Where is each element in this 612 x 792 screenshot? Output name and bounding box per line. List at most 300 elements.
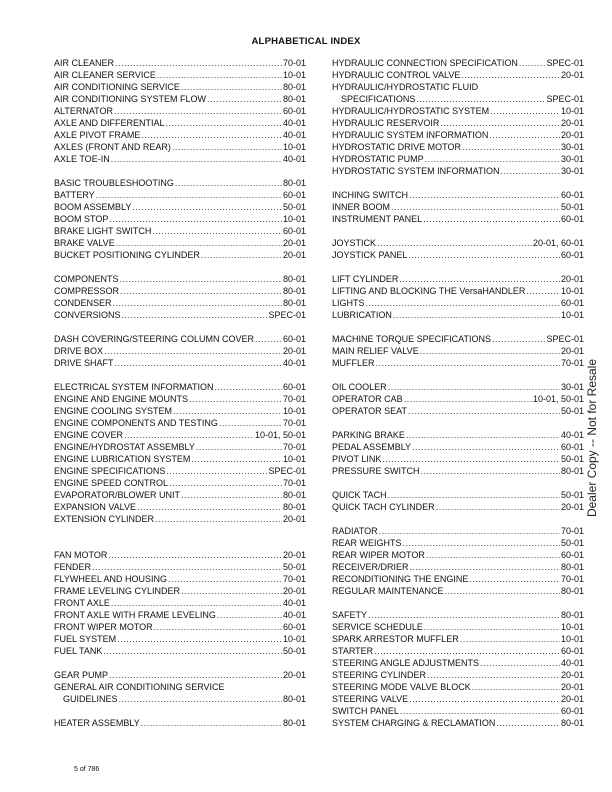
index-entry-page: 20-01 xyxy=(560,274,584,284)
index-entry-label: EVAPORATOR/BLOWER UNIT xyxy=(54,490,181,500)
index-entry-label: FENDER xyxy=(54,562,92,572)
dot-leader xyxy=(410,561,560,573)
index-entry-page: 30-01 xyxy=(560,154,584,164)
index-entry-label: OPERATOR CAB xyxy=(332,394,403,404)
index-entry-label: CONVERSIONS xyxy=(54,310,121,320)
index-entry-label: INSTRUMENT PANEL xyxy=(332,214,423,224)
index-entry-page: 50-01 xyxy=(560,406,584,416)
index-entry xyxy=(54,393,306,405)
dot-leader xyxy=(408,249,560,261)
dot-leader xyxy=(96,189,282,201)
index-entry xyxy=(54,453,306,465)
index-entry-page: 20-01 xyxy=(560,682,584,692)
index-entry-label: AIR CONDITIONING SERVICE xyxy=(54,82,180,92)
index-entry-page: 60-01 xyxy=(560,550,584,560)
dot-leader xyxy=(424,621,560,633)
index-entry-page: 70-01 xyxy=(282,442,306,452)
index-entry-page: 30-01 xyxy=(560,142,584,152)
index-entry-page: 10-01 xyxy=(282,70,306,80)
index-entry-page: 80-01 xyxy=(282,82,306,92)
dot-leader xyxy=(460,633,560,645)
dot-leader xyxy=(426,549,560,561)
index-entry xyxy=(54,561,306,573)
index-entry-label: ENGINE AND ENGINE MOUNTS xyxy=(54,394,189,404)
index-entry-page: 70-01 xyxy=(282,418,306,428)
dot-leader xyxy=(155,513,282,525)
dot-leader xyxy=(472,681,560,693)
index-entry xyxy=(54,105,306,117)
index-entry-page: 40-01 xyxy=(282,130,306,140)
index-entry-label: AXLES (FRONT AND REAR) xyxy=(54,142,171,152)
index-entry xyxy=(332,141,584,153)
dot-leader xyxy=(374,645,560,657)
index-spacer xyxy=(54,657,306,669)
dot-leader xyxy=(377,237,532,249)
index-entry xyxy=(54,93,306,105)
index-entry-page: 70-01 xyxy=(282,394,306,404)
index-entry-label: REAR WIPER MOTOR xyxy=(332,550,425,560)
index-entry xyxy=(54,585,306,597)
index-entry-label: AXLE PIVOT FRAME xyxy=(54,130,141,140)
index-entry-label: BOOM ASSEMBLY xyxy=(54,202,132,212)
dot-leader xyxy=(181,585,282,597)
index-entry-label: SPECIFICATIONS xyxy=(341,94,416,104)
index-entry-page: 20-01 xyxy=(282,586,306,596)
index-entry xyxy=(332,573,584,585)
index-entry-label: BATTERY xyxy=(54,190,95,200)
dot-leader xyxy=(393,309,560,321)
index-entry-page: 50-01 xyxy=(560,490,584,500)
dot-leader xyxy=(166,117,282,129)
index-entry-page: 80-01 xyxy=(282,694,306,704)
index-entry-page: 20-01 xyxy=(560,694,584,704)
index-entry-label: ENGINE COVER xyxy=(54,430,124,440)
index-entry-label: FRONT WIPER MOTOR xyxy=(54,622,153,632)
index-entry-label: FRONT AXLE xyxy=(54,598,110,608)
index-entry xyxy=(54,645,306,657)
index-entry-page: 50-01 xyxy=(282,202,306,212)
index-spacer xyxy=(54,165,306,177)
index-entry-page: 20-01 xyxy=(560,670,584,680)
dot-leader xyxy=(420,345,560,357)
dot-leader xyxy=(492,333,545,345)
dot-leader xyxy=(152,225,282,237)
index-entry xyxy=(54,153,306,165)
index-entry xyxy=(332,117,584,129)
index-entry xyxy=(54,57,306,69)
index-entry-label: HYDROSTATIC SYSTEM INFORMATION xyxy=(332,166,500,176)
index-entry-page: 80-01 xyxy=(282,298,306,308)
index-entry-label: AIR CLEANER SERVICE xyxy=(54,70,156,80)
dot-leader xyxy=(103,645,282,657)
dot-leader xyxy=(113,297,282,309)
index-spacer xyxy=(332,369,584,381)
index-entry xyxy=(54,177,306,189)
index-entry xyxy=(332,705,584,717)
dot-leader xyxy=(379,525,560,537)
index-entry-label: LUBRICATION xyxy=(332,310,392,320)
index-entry-label: PRESSURE SWITCH xyxy=(332,466,420,476)
dot-leader xyxy=(109,669,282,681)
dot-leader xyxy=(489,129,560,141)
dot-leader xyxy=(480,657,560,669)
index-entry-label: HYDRAULIC/HYDROSTATIC FLUID xyxy=(332,82,479,92)
dot-leader xyxy=(154,621,282,633)
index-entry-label: FAN MOTOR xyxy=(54,550,108,560)
index-entry-page: SPEC-01 xyxy=(268,310,306,320)
index-entry-label: RADIATOR xyxy=(332,526,378,536)
index-entry xyxy=(54,333,306,345)
index-entry-label: ENGINE COMPONENTS AND TESTING xyxy=(54,418,218,428)
index-entry-label: BUCKET POSITIONING CYLINDER xyxy=(54,250,200,260)
index-entry xyxy=(332,309,584,321)
index-entry-label: HYDRAULIC/HYDROSTATIC SYSTEM xyxy=(332,106,490,116)
index-entry-label: ENGINE SPEED CONTROL xyxy=(54,478,169,488)
dot-leader xyxy=(391,201,560,213)
index-entry xyxy=(332,585,584,597)
index-entry xyxy=(54,201,306,213)
dot-leader xyxy=(109,213,282,225)
index-entry-page: 60-01 xyxy=(560,646,584,656)
index-entry xyxy=(332,381,584,393)
index-entry-label: GENERAL AIR CONDITIONING SERVICE xyxy=(54,682,225,692)
index-spacer xyxy=(54,537,306,549)
index-entry-page: 60-01 xyxy=(560,190,584,200)
index-entry-label: OPERATOR SEAT xyxy=(332,406,408,416)
index-entry-label: FRAME LEVELING CYLINDER xyxy=(54,586,181,596)
index-entry-page: 10-01 xyxy=(560,634,584,644)
dot-leader xyxy=(425,153,560,165)
index-entry xyxy=(332,429,584,441)
index-spacer xyxy=(54,261,306,273)
index-entry-label: COMPONENTS xyxy=(54,274,119,284)
index-entry-page: 10-01, 50-01 xyxy=(254,430,306,440)
index-entry-page: 20-01 xyxy=(560,130,584,140)
index-entry xyxy=(54,573,306,585)
index-entry-page: 70-01 xyxy=(282,58,306,68)
index-entry-label: ENGINE/HYDROSTAT ASSEMBLY xyxy=(54,442,195,452)
index-entry-page: 70-01 xyxy=(560,574,584,584)
index-spacer xyxy=(54,369,306,381)
index-entry xyxy=(54,297,306,309)
index-entry-page: 80-01 xyxy=(560,562,584,572)
index-entry xyxy=(332,525,584,537)
index-entry-label: STEERING ANGLE ADJUSTMENTS xyxy=(332,658,480,668)
index-entry-page: 10-01 xyxy=(282,214,306,224)
index-entry xyxy=(332,81,584,93)
index-entry-page: 50-01 xyxy=(560,538,584,548)
dot-leader xyxy=(120,285,282,297)
index-entry-page: SPEC-01 xyxy=(546,334,584,344)
index-entry xyxy=(332,657,584,669)
index-entry-page: 50-01 xyxy=(560,454,584,464)
index-entry-label: SPARK ARRESTOR MUFFLER xyxy=(332,634,459,644)
index-entry xyxy=(332,213,584,225)
dot-leader xyxy=(201,249,282,261)
index-entry xyxy=(332,453,584,465)
index-entry-label: HYDRAULIC CONTROL VALVE xyxy=(332,70,461,80)
dot-leader xyxy=(436,501,560,513)
index-entry xyxy=(332,501,584,513)
dot-leader xyxy=(111,153,282,165)
index-spacer xyxy=(332,177,584,189)
index-entry-page: 60-01 xyxy=(282,190,306,200)
index-entry xyxy=(54,129,306,141)
index-entry xyxy=(332,237,584,249)
index-entry-label: REAR WEIGHTS xyxy=(332,538,402,548)
index-entry xyxy=(54,429,306,441)
dot-leader xyxy=(501,165,560,177)
index-entry xyxy=(54,633,306,645)
dot-leader xyxy=(157,69,282,81)
index-entry-page: 40-01 xyxy=(282,598,306,608)
dot-leader xyxy=(219,417,282,429)
index-entry-page: 20-01, 60-01 xyxy=(532,238,584,248)
dot-leader xyxy=(409,693,560,705)
index-entry-page: SPEC-01 xyxy=(546,94,584,104)
index-entry-page: 10-01 xyxy=(282,454,306,464)
index-entry xyxy=(332,549,584,561)
index-entry-page: 60-01 xyxy=(282,382,306,392)
dot-leader xyxy=(400,705,560,717)
index-entry-label: ENGINE LUBRICATION SYSTEM xyxy=(54,454,191,464)
index-spacer xyxy=(54,525,306,537)
dot-leader xyxy=(181,489,282,501)
dot-leader xyxy=(406,429,560,441)
dot-leader xyxy=(421,465,560,477)
index-spacer xyxy=(54,705,306,717)
index-spacer xyxy=(54,321,306,333)
dot-leader xyxy=(445,585,560,597)
index-entry xyxy=(332,105,584,117)
dot-leader xyxy=(469,573,560,585)
index-entry-page: 40-01 xyxy=(560,658,584,668)
index-entry-label: MUFFLER xyxy=(332,358,375,368)
index-entry xyxy=(54,597,306,609)
index-entry-page: 60-01 xyxy=(560,442,584,452)
dot-leader xyxy=(403,537,560,549)
index-entry-label: SAFETY xyxy=(332,610,368,620)
index-entry xyxy=(54,285,306,297)
dot-leader xyxy=(175,177,282,189)
dot-leader xyxy=(124,429,254,441)
index-entry xyxy=(332,609,584,621)
index-entry-label: LIFT CYLINDER xyxy=(332,274,399,284)
index-entry xyxy=(54,549,306,561)
index-entry-page: 70-01 xyxy=(560,526,584,536)
dot-leader xyxy=(388,489,560,501)
index-entry-page: 80-01 xyxy=(560,586,584,596)
dealer-copy-watermark: Dealer Copy -- Not for Resale xyxy=(585,358,599,518)
index-entry xyxy=(332,165,584,177)
index-entry-label: DRIVE BOX xyxy=(54,346,104,356)
index-entry-label: BASIC TROUBLESHOOTING xyxy=(54,178,174,188)
index-entry xyxy=(54,501,306,513)
index-entry xyxy=(54,357,306,369)
index-entry-label: HYDRAULIC RESERVOIR xyxy=(332,118,440,128)
index-entry-page: 80-01 xyxy=(282,718,306,728)
index-entry-label: LIFTING AND BLOCKING THE VersaHANDLER xyxy=(332,286,526,296)
index-entry-page: 70-01 xyxy=(282,478,306,488)
index-entry xyxy=(332,465,584,477)
index-entry-label: GUIDELINES xyxy=(63,694,118,704)
index-entry-page: 30-01 xyxy=(560,382,584,392)
index-entry xyxy=(332,93,584,105)
index-entry-label: JOYSTICK PANEL xyxy=(332,250,408,260)
index-entry-label: RECEIVER/DRIER xyxy=(332,562,409,572)
index-entry xyxy=(332,189,584,201)
index-spacer xyxy=(332,261,584,273)
index-entry xyxy=(54,381,306,393)
index-entry xyxy=(332,537,584,549)
index-entry-label: QUICK TACH xyxy=(332,490,387,500)
index-entry xyxy=(54,141,306,153)
index-entry-label: SYSTEM CHARGING & RECLAMATION xyxy=(332,718,496,728)
index-entry-label: SWITCH PANEL xyxy=(332,706,399,716)
dot-leader xyxy=(440,117,560,129)
dot-leader xyxy=(368,609,560,621)
index-entry xyxy=(54,417,306,429)
dot-leader xyxy=(191,453,282,465)
index-entry xyxy=(54,309,306,321)
dot-leader xyxy=(215,381,282,393)
index-entry-page: 20-01 xyxy=(560,502,584,512)
index-entry-label: FLYWHEEL AND HOUSING xyxy=(54,574,168,584)
index-entry-label: PIVOT LINK xyxy=(332,454,382,464)
dot-leader xyxy=(255,333,282,345)
index-entry xyxy=(54,621,306,633)
index-entry-label: HYDROSTATIC DRIVE MOTOR xyxy=(332,142,462,152)
index-entry-label: FRONT AXLE WITH FRAME LEVELING xyxy=(54,610,216,620)
index-entry-label: LIGHTS xyxy=(332,298,365,308)
dot-leader xyxy=(461,69,560,81)
index-entry xyxy=(54,69,306,81)
dot-leader xyxy=(388,381,560,393)
index-entry-label: ENGINE COOLING SYSTEM xyxy=(54,406,173,416)
dot-leader xyxy=(173,405,282,417)
dot-leader xyxy=(399,273,560,285)
index-entry-label: BOOM STOP xyxy=(54,214,109,224)
index-entry-label: QUICK TACH CYLINDER xyxy=(332,502,435,512)
index-entry-label: AXLE AND DIFFERENTIAL xyxy=(54,118,165,128)
index-entry-page: 50-01 xyxy=(282,646,306,656)
dot-leader xyxy=(423,213,560,225)
index-entry-label: MACHINE TORQUE SPECIFICATIONS xyxy=(332,334,492,344)
index-entry-label: COMPRESSOR xyxy=(54,286,120,296)
index-entry xyxy=(332,621,584,633)
dot-leader xyxy=(119,693,282,705)
index-entry-page: 10-01 xyxy=(560,286,584,296)
index-entry xyxy=(332,645,584,657)
index-entry xyxy=(332,345,584,357)
index-spacer xyxy=(332,597,584,609)
index-entry-label: OIL COOLER xyxy=(332,382,387,392)
page-title: ALPHABETICAL INDEX xyxy=(251,36,361,47)
index-entry-label: DASH COVERING/STEERING COLUMN COVER xyxy=(54,334,255,344)
index-spacer xyxy=(332,477,584,489)
dot-leader xyxy=(427,669,560,681)
dot-leader xyxy=(169,477,282,489)
dot-leader xyxy=(111,597,282,609)
index-entry-page: 40-01 xyxy=(282,358,306,368)
index-entry-label: INCHING SWITCH xyxy=(332,190,408,200)
index-entry xyxy=(332,717,584,729)
index-entry xyxy=(332,57,584,69)
index-entry xyxy=(54,405,306,417)
index-entry xyxy=(54,213,306,225)
index-entry-page: 10-01 xyxy=(282,406,306,416)
index-entry-page: 60-01 xyxy=(282,226,306,236)
index-entry-page: 20-01 xyxy=(282,514,306,524)
index-entry-page: 10-01 xyxy=(560,310,584,320)
dot-leader xyxy=(141,717,282,729)
dot-leader xyxy=(382,453,560,465)
index-entry xyxy=(332,633,584,645)
index-entry-page: 20-01 xyxy=(282,550,306,560)
dot-leader xyxy=(117,633,282,645)
index-entry xyxy=(332,153,584,165)
index-entry-page: 40-01 xyxy=(282,610,306,620)
index-entry xyxy=(54,513,306,525)
dot-leader xyxy=(108,549,282,561)
index-entry-page: 20-01 xyxy=(282,346,306,356)
dot-leader xyxy=(404,393,532,405)
index-entry-page: 60-01 xyxy=(560,706,584,716)
index-entry-label: ALTERNATOR xyxy=(54,106,114,116)
index-entry-label: ELECTRICAL SYSTEM INFORMATION xyxy=(54,382,214,392)
index-entry xyxy=(54,717,306,729)
index-entry-page: 20-01 xyxy=(560,118,584,128)
index-entry-label: FUEL TANK xyxy=(54,646,103,656)
index-entry-page: 60-01 xyxy=(560,250,584,260)
index-entry xyxy=(332,69,584,81)
index-entry xyxy=(332,249,584,261)
index-entry xyxy=(332,441,584,453)
index-entry-page: 10-01 xyxy=(282,634,306,644)
index-entry xyxy=(54,693,306,705)
index-entry xyxy=(54,489,306,501)
index-entry-label: SERVICE SCHEDULE xyxy=(332,622,423,632)
index-entry-page: 60-01 xyxy=(560,214,584,224)
index-entry-label: RECONDITIONING THE ENGINE xyxy=(332,574,469,584)
index-entry xyxy=(54,681,306,693)
index-entry xyxy=(54,225,306,237)
index-entry xyxy=(54,81,306,93)
index-entry xyxy=(332,693,584,705)
index-entry xyxy=(332,393,584,405)
index-entry-label: FUEL SYSTEM xyxy=(54,634,117,644)
dot-leader xyxy=(462,141,560,153)
index-entry-label: STEERING CYLINDER xyxy=(332,670,427,680)
index-entry xyxy=(54,609,306,621)
index-entry-label: PARKING BRAKE xyxy=(332,430,405,440)
index-entry-page: 40-01 xyxy=(282,118,306,128)
index-entry xyxy=(54,249,306,261)
index-entry-page: 70-01 xyxy=(282,574,306,584)
index-entry xyxy=(332,669,584,681)
dot-leader xyxy=(92,561,282,573)
index-entry xyxy=(54,237,306,249)
dot-leader xyxy=(168,573,282,585)
index-entry xyxy=(54,189,306,201)
index-entry-label: AXLE TOE-IN xyxy=(54,154,110,164)
index-spacer xyxy=(332,321,584,333)
index-entry-label: HYDRAULIC SYSTEM INFORMATION xyxy=(332,130,489,140)
dot-leader xyxy=(189,393,282,405)
index-entry-page: 80-01 xyxy=(282,490,306,500)
index-entry-page: 80-01 xyxy=(560,610,584,620)
index-entry-page: 60-01 xyxy=(282,622,306,632)
